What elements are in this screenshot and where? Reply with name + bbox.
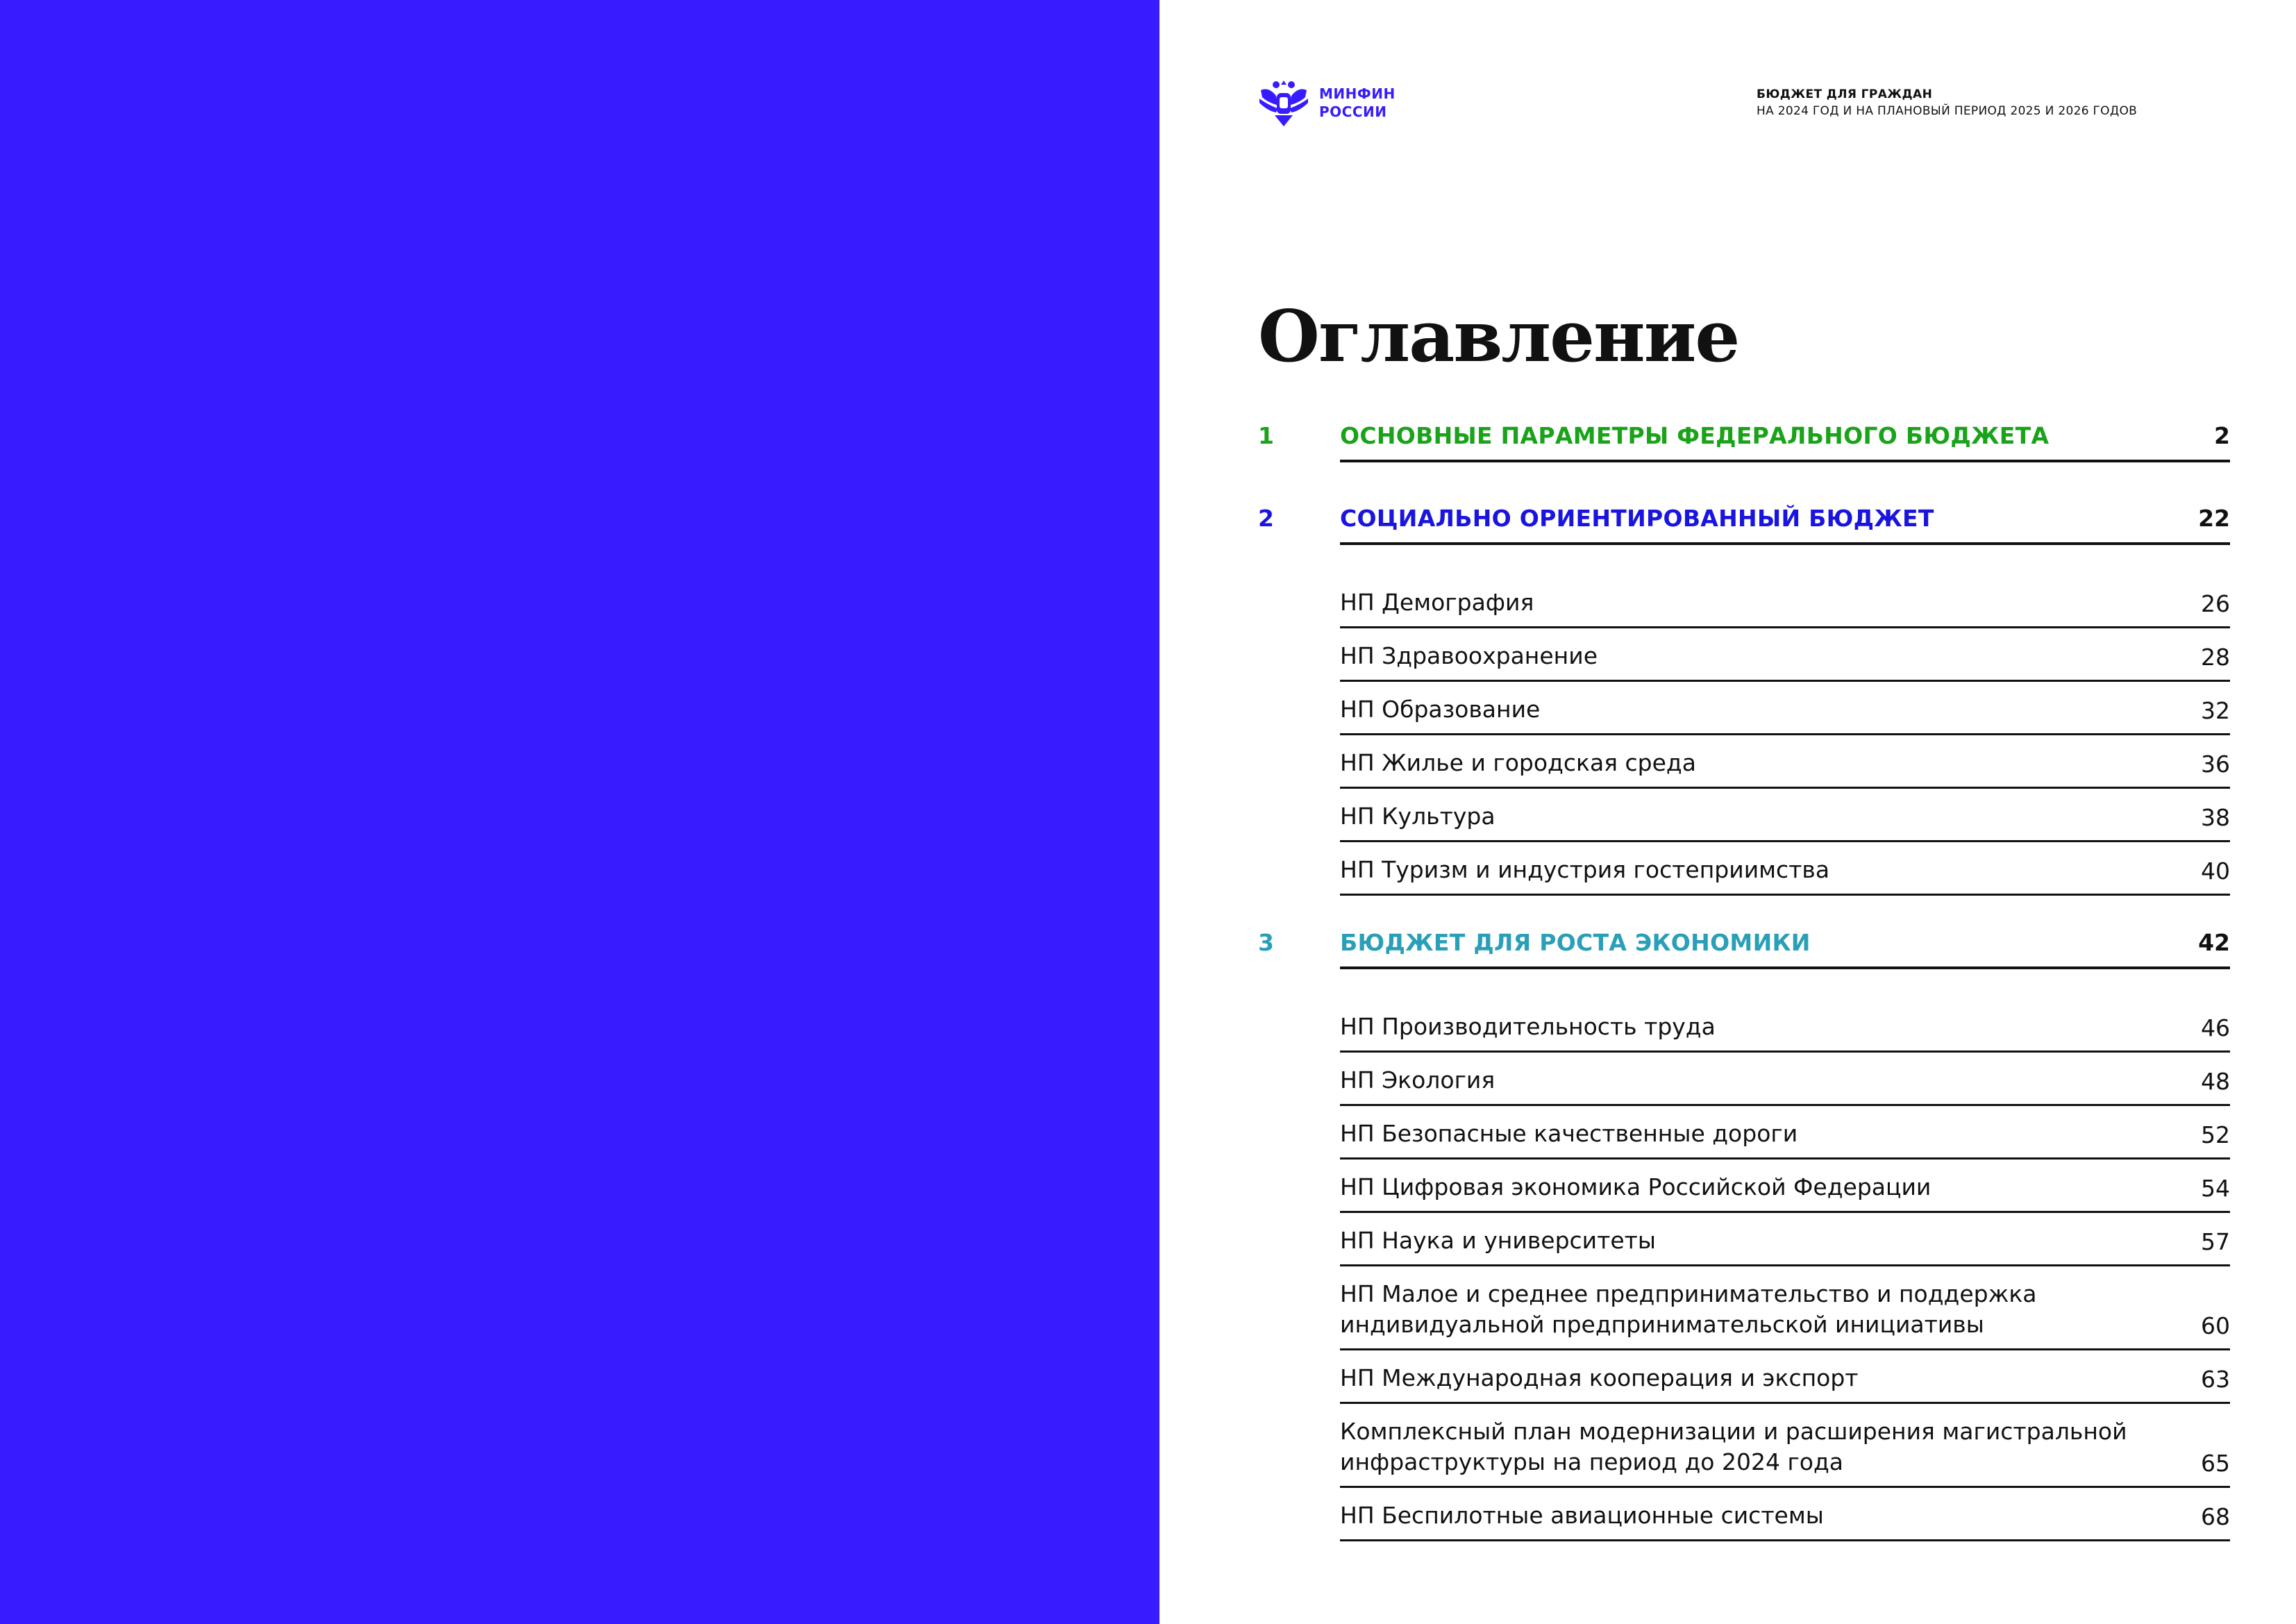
logo-line-1: МИНФИН xyxy=(1319,85,1396,102)
document-title: БЮДЖЕТ ДЛЯ ГРАЖДАН xyxy=(1757,87,1933,101)
section-page-number: 2 xyxy=(2214,422,2230,449)
toc-entry-label: НП Беспилотные авиационные системы xyxy=(1340,1502,1824,1529)
toc-entry-page-number: 38 xyxy=(2201,804,2230,831)
toc-entry[interactable] xyxy=(1340,682,2230,735)
toc-entry[interactable] xyxy=(1340,842,2230,896)
toc-entry-label: НП Производительность труда xyxy=(1340,1013,1716,1040)
toc-section-1[interactable] xyxy=(1258,410,2230,461)
toc-section-2[interactable] xyxy=(1258,492,2230,544)
section-title: СОЦИАЛЬНО ОРИЕНТИРОВАННЫЙ БЮДЖЕТ xyxy=(1340,505,1934,532)
toc-entry[interactable] xyxy=(1340,789,2230,842)
document-header xyxy=(1757,86,2137,119)
toc-entry-page-number: 57 xyxy=(2201,1228,2230,1255)
toc-entry-page-number: 32 xyxy=(2201,697,2230,724)
toc-entry[interactable] xyxy=(1340,735,2230,789)
toc-entry[interactable] xyxy=(1340,999,2230,1053)
toc-entry-label: НП Безопасные качественные дороги xyxy=(1340,1120,1798,1147)
toc-entry[interactable] xyxy=(1340,1106,2230,1160)
toc-entry-page-number: 26 xyxy=(2201,590,2230,617)
toc-entry-label: НП Образование xyxy=(1340,696,1541,723)
document-subtitle: НА 2024 ГОД И НА ПЛАНОВЫЙ ПЕРИОД 2025 И 2026 ГОДОВ xyxy=(1757,104,2138,118)
toc-entry[interactable] xyxy=(1340,1053,2230,1106)
toc-entry-label: НП Международная кооперация и экспорт xyxy=(1340,1364,1859,1391)
section-row xyxy=(1340,410,2230,462)
toc-entry[interactable] xyxy=(1340,1213,2230,1266)
section-page-number: 22 xyxy=(2198,505,2230,532)
section-title: БЮДЖЕТ ДЛЯ РОСТА ЭКОНОМИКИ xyxy=(1340,929,1811,956)
toc-entry-page-number: 40 xyxy=(2201,857,2230,885)
toc-entry-page-number: 46 xyxy=(2201,1014,2230,1041)
toc-entry-label: НП Экология xyxy=(1340,1066,1495,1094)
toc-entry[interactable] xyxy=(1340,1350,2230,1404)
toc-subsection-list xyxy=(1340,999,2230,1541)
toc-entry-page-number: 65 xyxy=(2201,1450,2230,1477)
toc-entry-label: НП Жилье и городская среда xyxy=(1340,749,1696,776)
toc-entry-page-number: 36 xyxy=(2201,751,2230,778)
section-number: 2 xyxy=(1258,505,1274,532)
toc-entry-page-number: 54 xyxy=(2201,1175,2230,1202)
toc-entry[interactable] xyxy=(1340,1404,2230,1488)
section-number: 1 xyxy=(1258,422,1274,449)
logo-line-2: РОССИИ xyxy=(1319,103,1387,120)
toc-entry-label: НП Здравоохранение xyxy=(1340,642,1598,669)
toc-entry[interactable] xyxy=(1340,1488,2230,1541)
toc-entry-page-number: 68 xyxy=(2201,1503,2230,1530)
double-headed-eagle-icon xyxy=(1258,75,1309,131)
toc-entry-label: Комплексный план модернизации и расширения магистральной инфраструктуры на период до 2024 года xyxy=(1340,1418,2127,1475)
toc-entry[interactable] xyxy=(1340,575,2230,628)
toc-page xyxy=(1159,0,2296,1624)
section-row xyxy=(1340,916,2230,969)
toc-entry[interactable] xyxy=(1340,1266,2230,1350)
toc-entry[interactable] xyxy=(1340,1160,2230,1213)
section-row xyxy=(1340,492,2230,545)
toc-entry-label: НП Демография xyxy=(1340,589,1534,616)
toc-entry-page-number: 48 xyxy=(2201,1068,2230,1095)
toc-entry-page-number: 52 xyxy=(2201,1121,2230,1148)
toc-entry-page-number: 60 xyxy=(2201,1312,2230,1339)
table-of-contents xyxy=(1258,410,2230,1562)
section-title: ОСНОВНЫЕ ПАРАМЕТРЫ ФЕДЕРАЛЬНОГО БЮДЖЕТА xyxy=(1340,422,2050,449)
toc-entry[interactable] xyxy=(1340,628,2230,682)
toc-entry-label: НП Туризм и индустрия гостеприимства xyxy=(1340,856,1830,883)
ministry-logo xyxy=(1258,75,1396,131)
toc-entry-label: НП Культура xyxy=(1340,803,1495,830)
toc-entry-label: НП Цифровая экономика Российской Федерации xyxy=(1340,1173,1932,1200)
section-page-number: 42 xyxy=(2198,929,2230,956)
toc-section-3[interactable] xyxy=(1258,916,2230,968)
toc-subsection-list xyxy=(1340,575,2230,896)
toc-entry-page-number: 63 xyxy=(2201,1366,2230,1393)
page-title: Оглавление xyxy=(1258,295,1739,378)
section-number: 3 xyxy=(1258,929,1274,956)
toc-entry-label: НП Малое и среднее предпринимательство и поддержка индивидуальной предпринимательской инициативы xyxy=(1340,1280,2037,1338)
toc-entry-page-number: 28 xyxy=(2201,644,2230,671)
toc-entry-label: НП Наука и университеты xyxy=(1340,1227,1656,1254)
